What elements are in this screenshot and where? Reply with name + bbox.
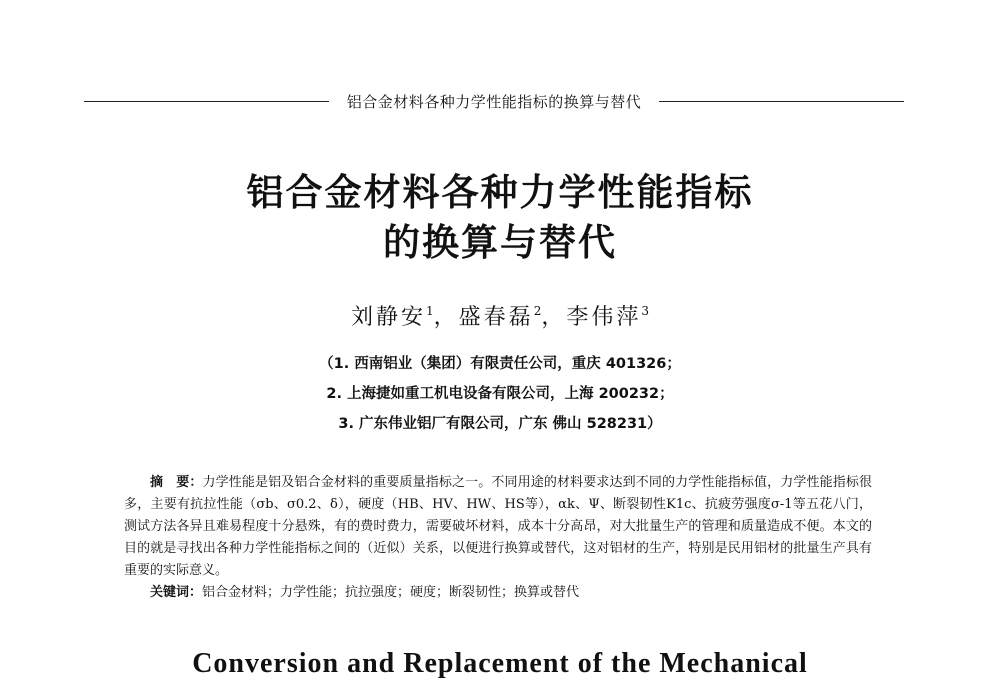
author-name: 李伟萍 [566, 305, 642, 330]
author-affil-mark: 1 [426, 304, 434, 318]
affiliation-line: （1. 西南铝业（集团）有限责任公司，重庆 401326； [319, 356, 681, 372]
english-title-partial: Conversion and Replacement of the Mechanical [192, 648, 808, 679]
affiliation-line: 2. 上海捷如重工机电设备有限公司，上海 200232； [326, 386, 674, 402]
header-rule-left [84, 101, 329, 102]
author-affil-mark: 2 [533, 304, 542, 318]
author-name: 刘静安 [351, 305, 427, 330]
keywords-text: 铝合金材料；力学性能；抗拉强度；硬度；断裂韧性；换算或替代 [202, 585, 580, 600]
author-affil-mark: 3 [641, 304, 649, 318]
abstract-label: 摘 要： [150, 475, 203, 490]
paper-title-line-1: 铝合金材料各种力学性能指标 [246, 171, 754, 214]
paper-title [0, 168, 1000, 268]
author-separator: ， [433, 305, 459, 330]
abstract-paragraph [124, 472, 872, 582]
author-name: 盛春磊 [458, 305, 534, 330]
keywords-label: 关键词： [150, 585, 203, 600]
affiliation-line: 3. 广东伟业铝厂有限公司，广东 佛山 528231） [338, 416, 662, 432]
author-list [0, 300, 1000, 331]
abstract-text: 力学性能是铝及铝合金材料的重要质量指标之一。不同用途的材料要求达到不同的力学性能指标值，力学性能指标很多，主要有抗拉性能（σb、σ0.2、δ），硬度（HB、HV、HW、HS等），αk、Ψ、断裂韧性K1c、抗疲劳强度σ-1等五花八门，测试方法各异且难易程度十分悬殊，有的费时费力，需要破坏材料，成本十分高昂，对大批量生产的管理和质量造成不便。本文的目的就是寻找出各种力学性能指标之间的（近似）关系，以便进行换算或替代，这对铝材的生产，特别是民用铝材的批量生产具有重要的实际意义。 [124, 475, 872, 578]
running-header-text: 铝合金材料各种力学性能指标的换算与替代 [346, 92, 642, 111]
author-separator: ， [541, 305, 567, 330]
affiliations [0, 349, 1000, 439]
running-header [84, 88, 904, 114]
paper-title-line-2: 的换算与替代 [383, 221, 617, 264]
keywords-line [124, 582, 872, 604]
abstract-block [124, 472, 872, 604]
header-rule-right [659, 101, 904, 102]
